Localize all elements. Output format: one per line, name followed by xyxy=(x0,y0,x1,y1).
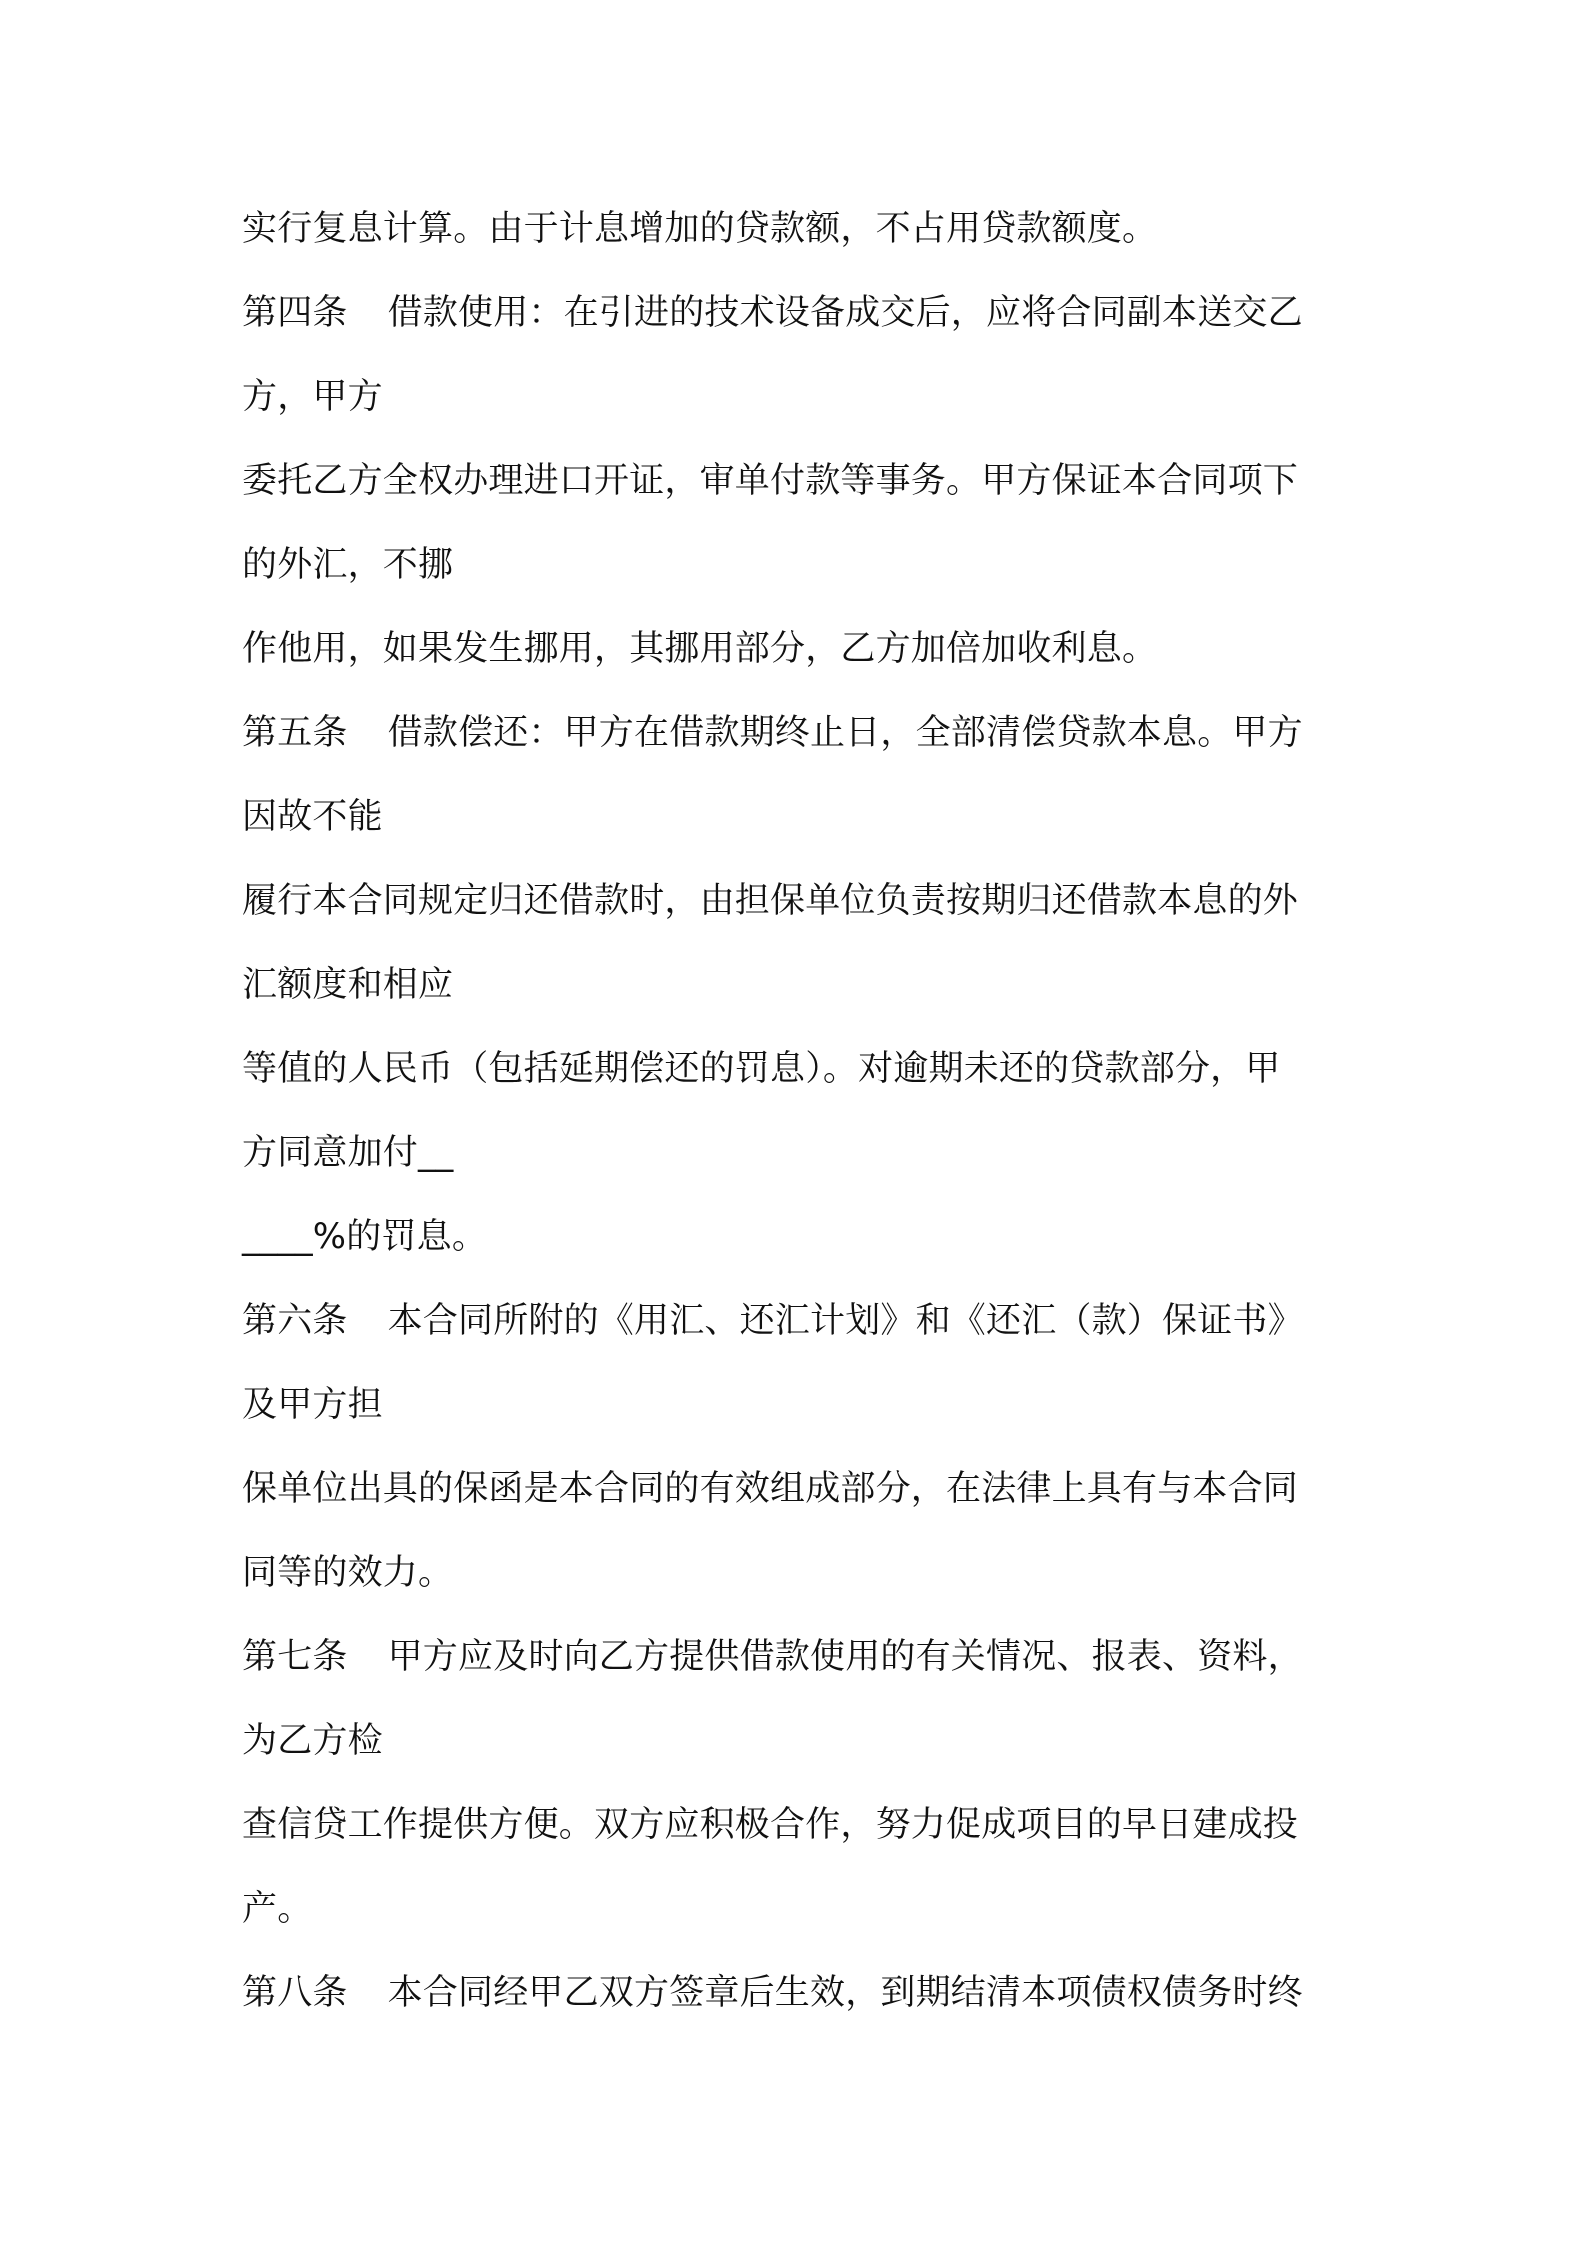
article-4-heading-line xyxy=(242,280,1362,364)
article-4-text: 借款使用：在引进的技术设备成交后，应将合同副本送交乙 xyxy=(387,293,1303,333)
text-line: 履行本合同规定归还借款时，由担保单位负责按期归还借款本息的外 xyxy=(242,881,1299,921)
article-8-text: 本合同经甲乙双方签章后生效，到期结清本项债权债务时终 xyxy=(387,1973,1303,2013)
text-line: 方，甲方 xyxy=(242,377,383,417)
text-line: 为乙方检 xyxy=(242,1721,383,1761)
text-line: 同等的效力。 xyxy=(242,1553,454,1593)
article-6-heading-line xyxy=(242,1288,1362,1372)
contract-body xyxy=(242,196,1362,2044)
article-5-text: 借款偿还：甲方在借款期终止日，全部清偿贷款本息。甲方 xyxy=(387,713,1303,753)
article-5-heading-line xyxy=(242,700,1362,784)
text-line: 汇额度和相应 xyxy=(242,965,454,1005)
article-4-label: 第四条 xyxy=(242,293,348,333)
article-6-label: 第六条 xyxy=(242,1301,348,1341)
text-line: 实行复息计算。由于计息增加的贷款额，不占用贷款额度。 xyxy=(242,209,1158,249)
text-line: 查信贷工作提供方便。双方应积极合作，努力促成项目的早日建成投 xyxy=(242,1805,1299,1845)
text-line: ____%的罚息。 xyxy=(242,1217,488,1257)
article-7-text: 甲方应及时向乙方提供借款使用的有关情况、报表、资料， xyxy=(387,1637,1303,1677)
text-line: 产。 xyxy=(242,1889,313,1929)
text-line: 保单位出具的保函是本合同的有效组成部分，在法律上具有与本合同 xyxy=(242,1469,1299,1509)
text-line: 作他用，如果发生挪用，其挪用部分，乙方加倍加收利息。 xyxy=(242,629,1158,669)
article-8-label: 第八条 xyxy=(242,1973,348,2013)
text-line: 及甲方担 xyxy=(242,1385,383,1425)
text-line: 方同意加付__ xyxy=(242,1133,454,1173)
text-line: 因故不能 xyxy=(242,797,383,837)
article-7-label: 第七条 xyxy=(242,1637,348,1677)
article-5-label: 第五条 xyxy=(242,713,348,753)
article-8-heading-line xyxy=(242,1960,1362,2044)
text-line: 的外汇，不挪 xyxy=(242,545,454,585)
article-6-text: 本合同所附的《用汇、还汇计划》和《还汇（款）保证书》 xyxy=(387,1301,1303,1341)
article-7-heading-line xyxy=(242,1624,1362,1708)
text-line: 委托乙方全权办理进口开证，审单付款等事务。甲方保证本合同项下 xyxy=(242,461,1299,501)
text-line: 等值的人民币（包括延期偿还的罚息）。对逾期未还的贷款部分，甲 xyxy=(242,1049,1281,1089)
